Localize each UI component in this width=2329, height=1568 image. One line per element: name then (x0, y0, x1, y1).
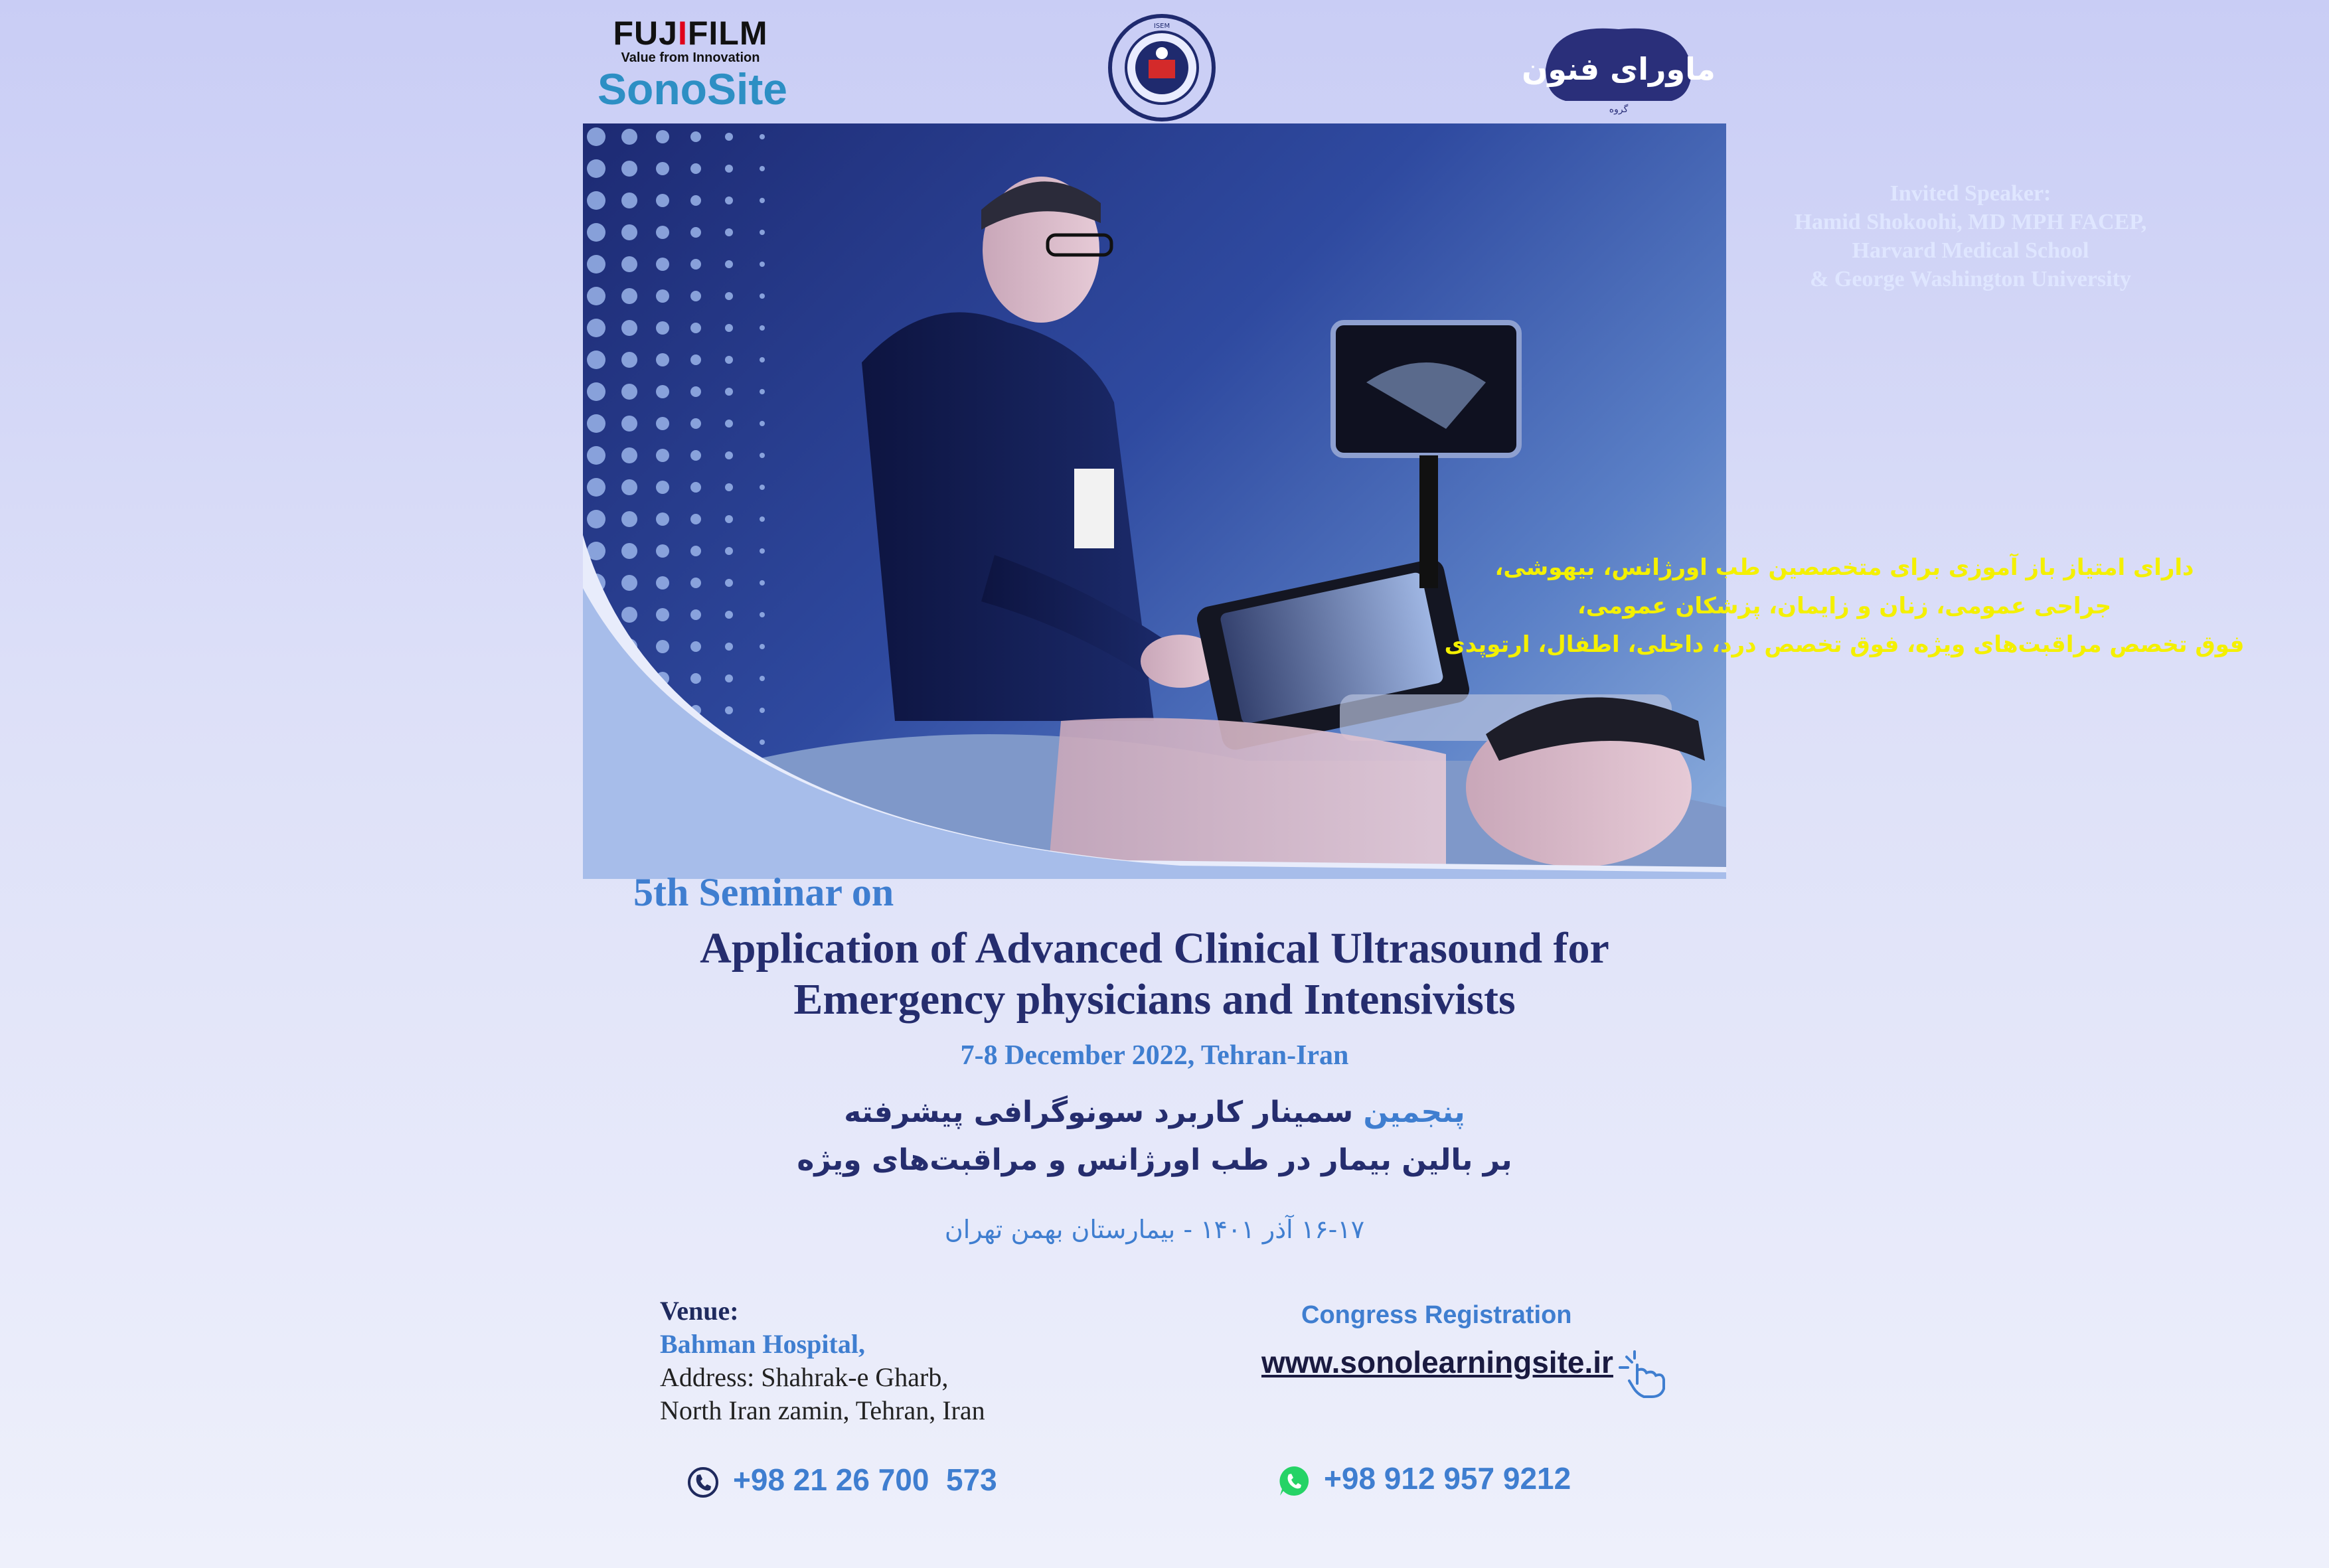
accreditation-line-2: جراحی عمومی، زنان و زایمان، پزشکان عمومی، (1577, 593, 2112, 619)
click-hand-icon (1617, 1350, 1673, 1399)
event-dates: 7-8 December 2022, Tehran-Iran (960, 1040, 1349, 1071)
fujifilm-sonosite-logo (598, 15, 788, 114)
speaker-name: Hamid Shokoohi, MD MPH FACEP, (1794, 210, 2147, 234)
accreditation-line-3: فوق تخصص مراقبت‌های ویژه، فوق تخصص درد، داخلی، اطفال، ارتوپدی (1444, 631, 2245, 658)
hero-photo-panel (583, 123, 2245, 879)
svg-text:ISEM: ISEM (1153, 23, 1170, 30)
venue-address-1: Address: Shahrak-e Gharb, (660, 1362, 949, 1392)
seminar-title (583, 923, 1726, 1025)
mavaraye-fonoon-logo (1522, 16, 1716, 116)
seminar-title-line-2: Emergency physicians and Intensivists (793, 975, 1516, 1024)
seminar-title-line-1: Application of Advanced Clinical Ultrasound for (700, 924, 1609, 973)
persian-title-rest: سمینار کاربرد سونوگرافی پیشرفته (844, 1095, 1364, 1129)
fujifilm-wordmark: FUJIFILM (613, 15, 768, 52)
registration-block (1261, 1301, 1673, 1380)
accreditation-line-1: دارای امتیاز باز آموزی برای متخصصین طب اورژانس، بیهوشی، (1494, 554, 2194, 581)
sonosite-wordmark: SonoSite (598, 64, 788, 114)
speaker-label: Invited Speaker: (1889, 181, 2051, 206)
phone-number: +98 21 26 700 573 (733, 1462, 997, 1497)
speaker-affiliation-1: Harvard Medical School (1852, 238, 2089, 263)
persian-title-highlight: پنجمین (1363, 1095, 1465, 1129)
ultrasound-machine (1194, 323, 1672, 752)
persian-date-venue: ۱۶-۱۷ آذر ۱۴۰۱ - بیمارستان بهمن تهران (944, 1215, 1365, 1244)
persian-title (583, 1089, 1726, 1184)
phone-icon (686, 1466, 720, 1499)
invited-speaker-block (1672, 179, 2269, 293)
seminar-number: 5th Seminar on (633, 870, 894, 914)
persian-title-line-2: بر بالین بیمار در طب اورژانس و مراقبت‌های ویژه (797, 1143, 1512, 1177)
ultrasound-demo-illustration (583, 123, 1726, 879)
fujifilm-tagline: Value from Innovation (621, 50, 760, 65)
registration-label: Congress Registration (1301, 1301, 1572, 1329)
whatsapp-icon (1277, 1464, 1311, 1498)
venue-block (660, 1294, 1125, 1427)
persian-title-line-1 (583, 1089, 1726, 1137)
svg-text:ماورای فنون: ماورای فنون (1522, 51, 1716, 87)
phone-contact[interactable] (686, 1462, 997, 1499)
speaker-affiliation-2: & George Washington University (1810, 267, 2131, 291)
doctor-figure (862, 177, 1220, 721)
svg-text:گروه: گروه (1609, 104, 1629, 115)
emergency-medicine-society-seal (1107, 13, 1216, 122)
venue-label: Venue: (660, 1296, 739, 1326)
venue-address-2: North Iran zamin, Tehran, Iran (660, 1395, 985, 1425)
venue-hospital: Bahman Hospital, (660, 1329, 865, 1359)
whatsapp-contact[interactable] (1277, 1460, 1571, 1498)
accreditation-text (1406, 548, 2283, 664)
registration-link[interactable]: www.sonolearningsite.ir (1261, 1345, 1613, 1379)
whatsapp-number: +98 912 957 9212 (1324, 1461, 1571, 1496)
